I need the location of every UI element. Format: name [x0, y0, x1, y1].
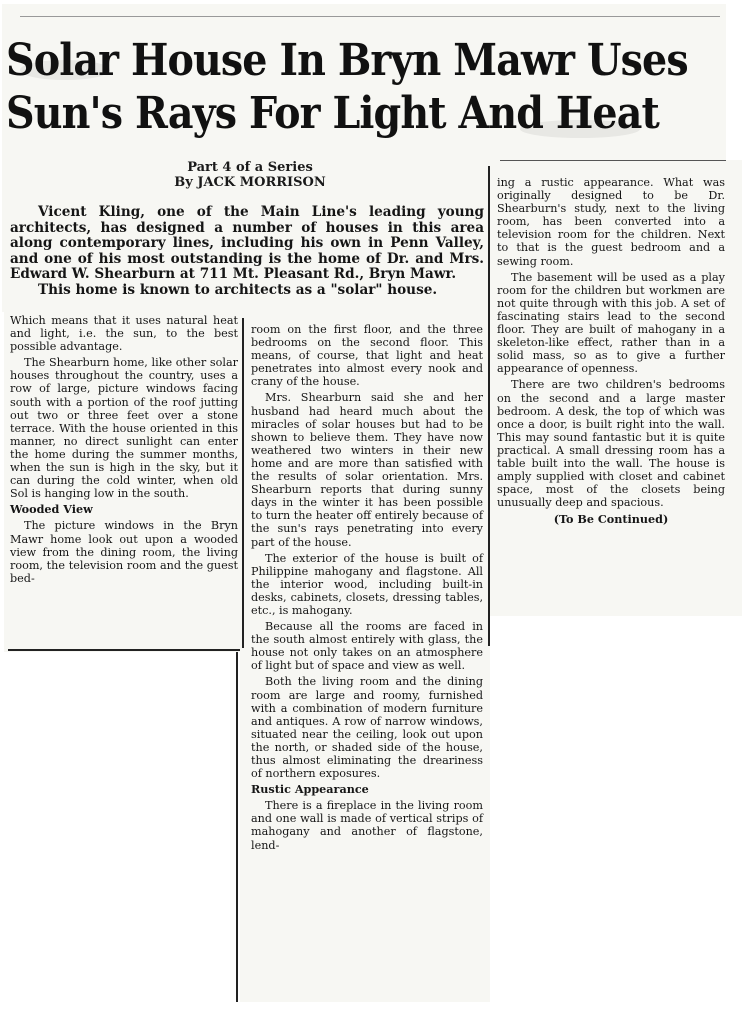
col3-paragraph-1: ing a rustic appearance. What was originally designed to be Dr. Shearburn's study, next to the living room, has been converted into a television room for the children. Next to that is the guest bedroom and a sewing room. [497, 176, 725, 268]
lead-text [10, 205, 484, 299]
author-byline: By JACK MORRISON [174, 175, 326, 190]
column-rule-left [242, 318, 244, 648]
col2-paragraph-4: Because all the rooms are faced in the south almost entirely with glass, the house not only takes on an atmosphere of light but of space and view as well. [251, 620, 483, 673]
col2-subhead: Rustic Appearance [251, 782, 369, 797]
column-rule-right [488, 166, 490, 646]
col1-paragraph-2: The Shearburn home, like other solar houses throughout the country, uses a row of large, picture windows facing south with a portion of the roof jutting out two or three feet over a stone terrace. With the house oriented in this manner, no direct sunlight can enter the home during the summer months, when the sun is high in the sky, but it can during the cold winter, when old Sol is hanging low in the south. [10, 356, 238, 501]
col2-paragraph-2: Mrs. Shearburn said she and her husband had heard much about the miracles of solar houses but had to be shown to believe them. They have now weathered two winters in their new home and are more than satisfied with the results of solar orientation. Mrs. Shearburn reports that during sunny days in the winter it has been possible to turn the heater off entirely because of the sun's rays penetrating into every part of the house. [251, 391, 483, 549]
col1-paragraph-1: Which means that it uses natural heat and light, i.e. the sun, to the best possible advantage. [10, 314, 238, 354]
column-2 [251, 323, 483, 855]
lead-paragraph-2: This home is known to architects as a "solar" house. [38, 281, 438, 298]
bottom-rule [8, 649, 240, 651]
headline-line-1: Solar House In Bryn Mawr Uses [6, 35, 688, 86]
headline [6, 34, 688, 140]
lead-paragraph-1: Vicent Kling, one of the Main Line's leading young architects, has designed a number of houses in this area along contemporary lines, including his own in Penn Valley, and one of his most outstanding is the home of Dr. and Mrs. Edward W. Shearburn at 711 Mt. Pleasant Rd., Bryn Mawr. [10, 204, 484, 283]
series-label: Part 4 of a Series [187, 160, 313, 175]
col3-paragraph-3: There are two children's bedrooms on the second and a large master bedroom. A desk, the top of which was once a door, is built right into the wall. This may sound fantastic but it is quite practical. A small dressing room has a table built into the wall. The house is amply supplied with closet and cabinet space, most of the closets being unusually deep and spacious. [497, 378, 725, 510]
headline-line-2: Sun's Rays For Light And Heat [6, 88, 659, 139]
col2-paragraph-5: Both the living room and the dining room are large and roomy, furnished with a combination of modern furniture and antiques. A row of narrow windows, situated near the ceiling, look out upon the north, or shaded side of the house, thus almost eliminating the dreariness of northern exposures. [251, 675, 483, 781]
column-rule-middle [236, 652, 238, 1002]
col1-subhead: Wooded View [10, 502, 93, 517]
to-be-continued: (To Be Continued) [553, 512, 669, 527]
col2-paragraph-1: room on the first floor, and the three bedrooms on the second floor. This means, of course, that light and heat penetrates into almost every nook and crany of the house. [251, 323, 483, 389]
top-rule [20, 16, 720, 17]
top-divider [500, 160, 726, 161]
col1-paragraph-3: The picture windows in the Bryn Mawr home look out upon a wooded view from the dining room, the living room, the television room and the guest bed- [10, 519, 238, 585]
byline-block [120, 160, 380, 190]
column-1 [10, 314, 238, 588]
column-3 [497, 176, 725, 529]
col3-paragraph-2: The basement will be used as a play room for the children but workmen are not quite through with this job. A set of fascinating stairs lead to the second floor. They are built of mahogany in a skeleton-like effect, rather than in a solid mass, so as to give a further appearance of openness. [497, 270, 725, 376]
col2-paragraph-6: There is a fireplace in the living room and one wall is made of vertical strips of mahogany and another of flagstone, lend- [251, 799, 483, 852]
col2-paragraph-3: The exterior of the house is built of Philippine mahogany and flagstone. All the interior wood, including built-in desks, cabinets, closets, dressing tables, etc., is mahogany. [251, 551, 483, 617]
